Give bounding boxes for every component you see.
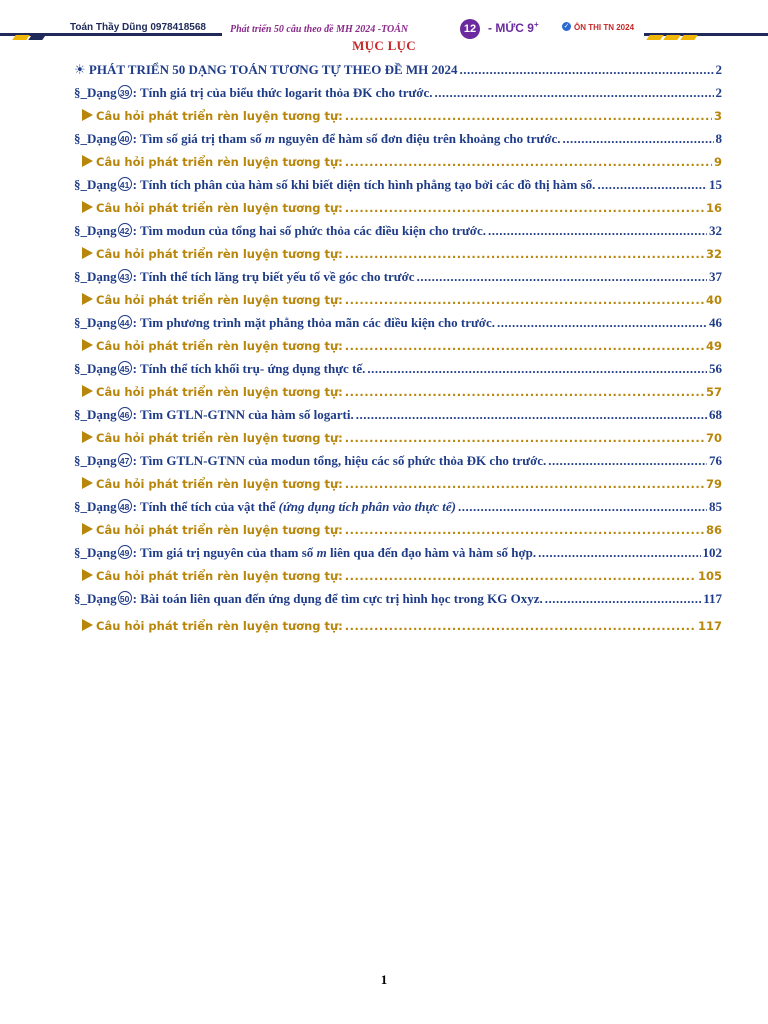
toc-page-number: 3 <box>713 109 722 123</box>
toc-subentry-label: Câu hỏi phát triển rèn luyện tương tự: <box>96 569 343 583</box>
toc-subentry-label: Câu hỏi phát triển rèn luyện tương tự: <box>96 523 343 537</box>
triangle-bullet-icon <box>82 339 93 351</box>
toc-subentry-label: Câu hỏi phát triển rèn luyện tương tự: <box>96 201 343 215</box>
toc-subentry-label: Câu hỏi phát triển rèn luyện tương tự: <box>96 385 343 399</box>
triangle-bullet-icon <box>82 109 93 121</box>
toc-page-number: 2 <box>715 85 722 100</box>
toc-entry-title: §_Dạng 39 : Tính giá trị của biểu thức logarit thỏa ĐK cho trước. <box>74 85 433 100</box>
toc-subentry-label: Câu hỏi phát triển rèn luyện tương tự: <box>96 247 343 261</box>
toc-entry-title: §_Dạng 50 : Bài toán liên quan đến ứng dụng để tìm cực trị hình học trong KG Oxyz. <box>74 591 543 606</box>
header-author: Toán Thầy Dũng 0978418568 <box>70 22 206 33</box>
toc-page-number: 117 <box>697 619 722 633</box>
triangle-bullet-icon <box>82 523 93 535</box>
toc-page-number: 105 <box>697 569 722 583</box>
toc-subentry[interactable] <box>82 335 722 357</box>
check-icon: ✓ <box>563 22 570 30</box>
circled-number: 42 <box>118 223 132 237</box>
header-level: - MỨC 9+ <box>488 20 539 35</box>
toc-page-number: 2 <box>715 62 722 77</box>
toc-subentry[interactable] <box>82 197 722 219</box>
toc-page-number: 49 <box>705 339 722 353</box>
toc-page-number: 102 <box>702 545 722 560</box>
toc-title: MỤC LỤC <box>352 38 416 53</box>
toc-subentry-label: Câu hỏi phát triển rèn luyện tương tự: <box>96 619 343 633</box>
toc-entry-title: §_Dạng 49 : Tìm giá trị nguyên của tham số m liên qua đến đạo hàm và hàm số hợp. <box>74 545 537 560</box>
toc-main-entry-text: ☀ PHÁT TRIỂN 50 DẠNG TOÁN TƯƠNG TỰ THEO ĐỀ MH 2024 <box>74 62 458 77</box>
triangle-bullet-icon <box>82 247 93 259</box>
toc-entry[interactable] <box>74 358 722 380</box>
circled-number: 44 <box>118 315 132 329</box>
triangle-bullet-icon <box>82 431 93 443</box>
toc-entry-title: §_Dạng 46 : Tìm GTLN-GTNN của hàm số logarti. <box>74 407 354 422</box>
toc-entry[interactable] <box>74 542 722 564</box>
triangle-bullet-icon <box>82 385 93 397</box>
toc-page-number: 70 <box>705 431 722 445</box>
toc-subentry[interactable] <box>82 151 722 173</box>
toc-main-entry[interactable] <box>74 59 722 81</box>
toc-subentry-label: Câu hỏi phát triển rèn luyện tương tự: <box>96 293 343 307</box>
toc-page-number: 9 <box>713 155 722 169</box>
circled-number: 45 <box>118 361 132 375</box>
toc-entry-title: §_Dạng 47 : Tìm GTLN-GTNN của modun tổng, hiệu các số phức thỏa ĐK cho trước. <box>74 453 547 468</box>
toc-subentry-label: Câu hỏi phát triển rèn luyện tương tự: <box>96 339 343 353</box>
grade-badge: 12 <box>460 19 480 39</box>
toc-page-number: 57 <box>705 385 722 399</box>
toc-entry-title: §_Dạng 48 : Tính thể tích của vật thể (ứng dụng tích phân vào thực tế) <box>74 499 457 514</box>
circled-number: 47 <box>118 453 132 467</box>
toc-subentry-label: Câu hỏi phát triển rèn luyện tương tự: <box>96 109 343 123</box>
toc-entry[interactable] <box>74 450 722 472</box>
triangle-bullet-icon <box>82 569 93 581</box>
toc-entry-title: §_Dạng 41 : Tính tích phân của hàm số khi biết diện tích hình phẳng tạo bởi các đồ thị hàm số. <box>74 177 596 192</box>
toc-page-number: 32 <box>705 247 722 261</box>
circled-number: 49 <box>118 545 132 559</box>
toc-entry-title: §_Dạng 42 : Tìm modun của tổng hai số phức thỏa các điều kiện cho trước. <box>74 223 486 238</box>
triangle-bullet-icon <box>82 293 93 305</box>
circled-number: 40 <box>118 131 132 145</box>
toc-page-number: 76 <box>709 453 722 468</box>
toc-entry-title: §_Dạng 45 : Tính thể tích khối trụ- ứng dụng thực tế. <box>74 361 366 376</box>
toc-page-number: 117 <box>703 591 722 606</box>
header-doc-title: Phát triển 50 câu theo đề MH 2024 -TOÁN <box>230 24 409 35</box>
toc-page-number: 16 <box>705 201 722 215</box>
toc-page-number: 46 <box>709 315 722 330</box>
circled-number: 39 <box>118 85 132 99</box>
page-number: 1 <box>380 972 388 987</box>
toc-subentry[interactable] <box>82 427 722 449</box>
toc-page-number: 85 <box>709 499 722 514</box>
toc-subentry[interactable] <box>82 381 722 403</box>
toc-page-number: 40 <box>705 293 722 307</box>
toc-page-number: 32 <box>709 223 722 238</box>
toc-entry-title: §_Dạng 43 : Tính thể tích lăng trụ biết yếu tố về góc cho trước <box>74 269 415 284</box>
toc-subentry[interactable] <box>82 243 722 265</box>
triangle-bullet-icon <box>82 477 93 489</box>
toc-page-number: 8 <box>715 131 722 146</box>
circled-number: 41 <box>118 177 132 191</box>
header-exam: ÔN THI TN 2024 <box>574 23 635 32</box>
toc-entry[interactable] <box>74 174 722 196</box>
circled-number: 50 <box>118 591 132 605</box>
toc-page-number: 79 <box>705 477 722 491</box>
toc-subentry-label: Câu hỏi phát triển rèn luyện tương tự: <box>96 477 343 491</box>
toc-page-number: 86 <box>705 523 722 537</box>
circled-number: 43 <box>118 269 132 283</box>
toc-subentry[interactable] <box>82 565 722 587</box>
toc-subentry[interactable] <box>82 289 722 311</box>
toc-page-number: 68 <box>709 407 722 422</box>
toc-entry-title: §_Dạng 40 : Tìm số giá trị tham số m nguyên để hàm số đơn điệu trên khoảng cho trước. <box>74 131 561 146</box>
toc-entry[interactable] <box>74 128 722 150</box>
toc-subentry[interactable] <box>82 519 722 541</box>
toc-subentry-label: Câu hỏi phát triển rèn luyện tương tự: <box>96 155 343 169</box>
circled-number: 46 <box>118 407 132 421</box>
toc-subentry[interactable] <box>82 473 722 495</box>
toc-page-number: 56 <box>709 361 722 376</box>
toc-subentry[interactable] <box>82 615 722 637</box>
toc-page-number: 37 <box>709 269 722 284</box>
toc-entry[interactable] <box>74 82 722 104</box>
triangle-bullet-icon <box>82 619 93 631</box>
toc-entry[interactable] <box>74 588 722 610</box>
toc-entry[interactable] <box>74 496 722 518</box>
triangle-bullet-icon <box>82 201 93 213</box>
toc-subentry[interactable] <box>82 105 722 127</box>
toc-page-number: 15 <box>709 177 722 192</box>
toc-entry[interactable] <box>74 312 722 334</box>
toc-entry[interactable] <box>74 220 722 242</box>
circled-number: 48 <box>118 499 132 513</box>
toc-entry-title: §_Dạng 44 : Tìm phương trình mặt phẳng thỏa mãn các điều kiện cho trước. <box>74 315 495 330</box>
toc-entry[interactable] <box>74 266 722 288</box>
toc-subentry-label: Câu hỏi phát triển rèn luyện tương tự: <box>96 431 343 445</box>
toc-entry[interactable] <box>74 404 722 426</box>
header-stripes-left <box>14 27 48 35</box>
triangle-bullet-icon <box>82 155 93 167</box>
